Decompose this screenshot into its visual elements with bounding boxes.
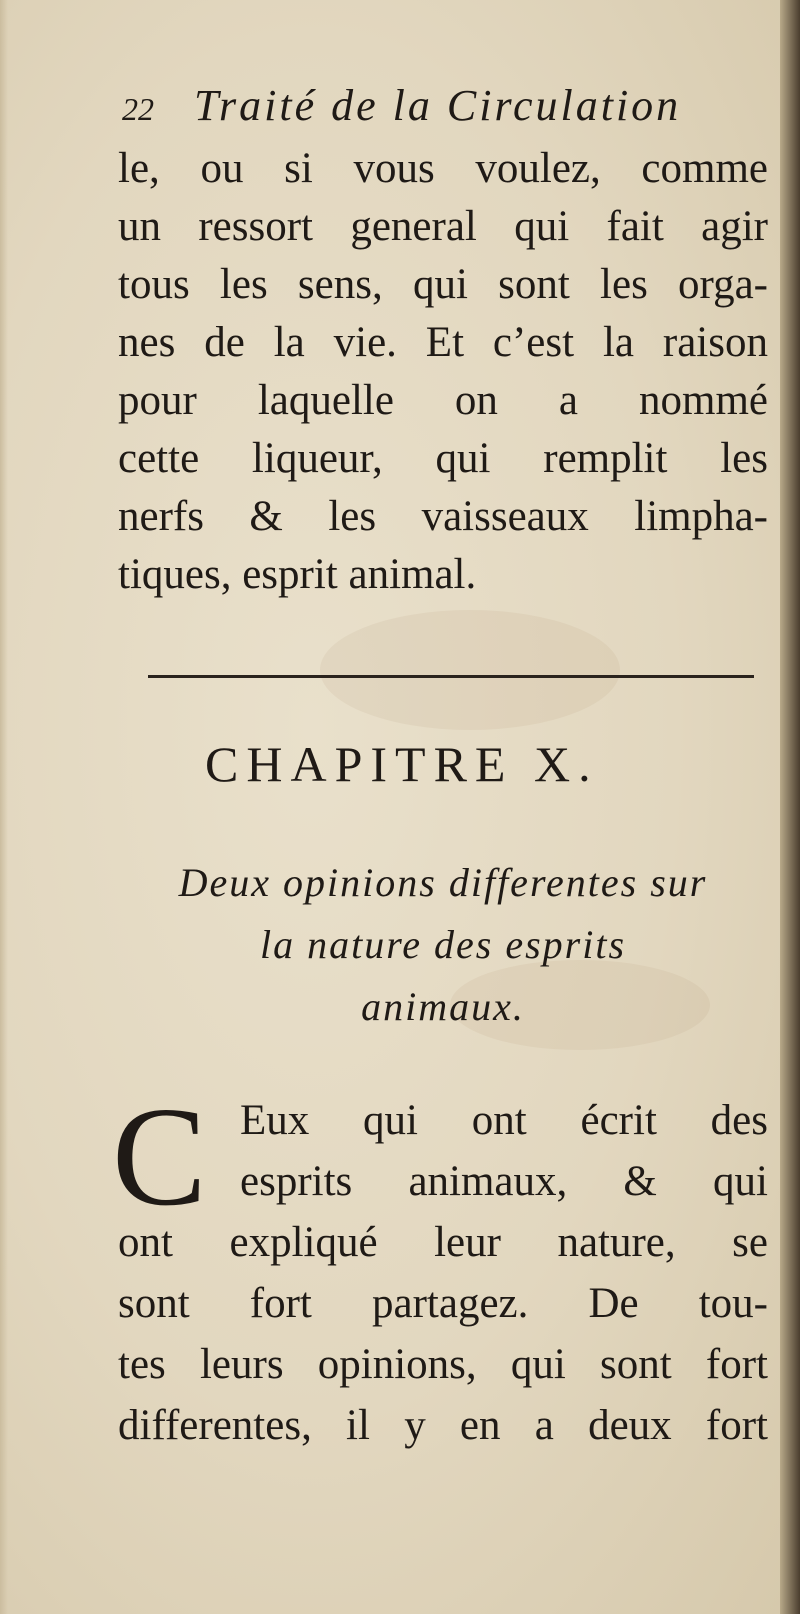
text-line: Eux qui ont écrit des (240, 1097, 768, 1144)
page-edge (780, 0, 800, 1614)
text-line: tes leurs opinions, qui sont fort (118, 1341, 768, 1388)
page-number: 22 (122, 91, 154, 127)
text-line: nerfs & les vaisseaux limpha- (118, 493, 768, 540)
text-line: cette liqueur, qui remplit les (118, 435, 768, 482)
subtitle-line: la nature des esprits (259, 922, 627, 967)
running-head (122, 80, 742, 140)
text-line: esprits animaux, & qui (240, 1158, 768, 1205)
text-line: tiques, esprit animal. (118, 551, 477, 598)
body-text-block (118, 140, 768, 604)
page-left-shadow (0, 0, 8, 1614)
section-divider (148, 675, 754, 678)
text-line: un ressort general qui fait agir (118, 203, 768, 250)
text-line: ont expliqué leur nature, se (118, 1219, 768, 1266)
text-line: differentes, il y en a deux fort (118, 1402, 768, 1449)
text-line: tous les sens, qui sont les orga- (118, 261, 768, 308)
chapter-subtitle (118, 852, 768, 1038)
subtitle-line: animaux. (361, 984, 525, 1029)
text-line: pour laquelle on a nommé (118, 377, 768, 424)
paper-stain (320, 610, 620, 730)
subtitle-line: Deux opinions differentes sur (178, 860, 708, 905)
text-line: nes de la vie. Et c’est la raison (118, 319, 768, 366)
text-line: sont fort partagez. De tou- (118, 1280, 768, 1327)
drop-cap: C (112, 1077, 207, 1235)
text-line: le, ou si vous voulez, comme (118, 145, 768, 192)
running-title: Traité de la Circulation (194, 81, 682, 130)
chapter-heading: CHAPITRE X. (205, 736, 599, 792)
chapter-paragraph (118, 1090, 768, 1456)
